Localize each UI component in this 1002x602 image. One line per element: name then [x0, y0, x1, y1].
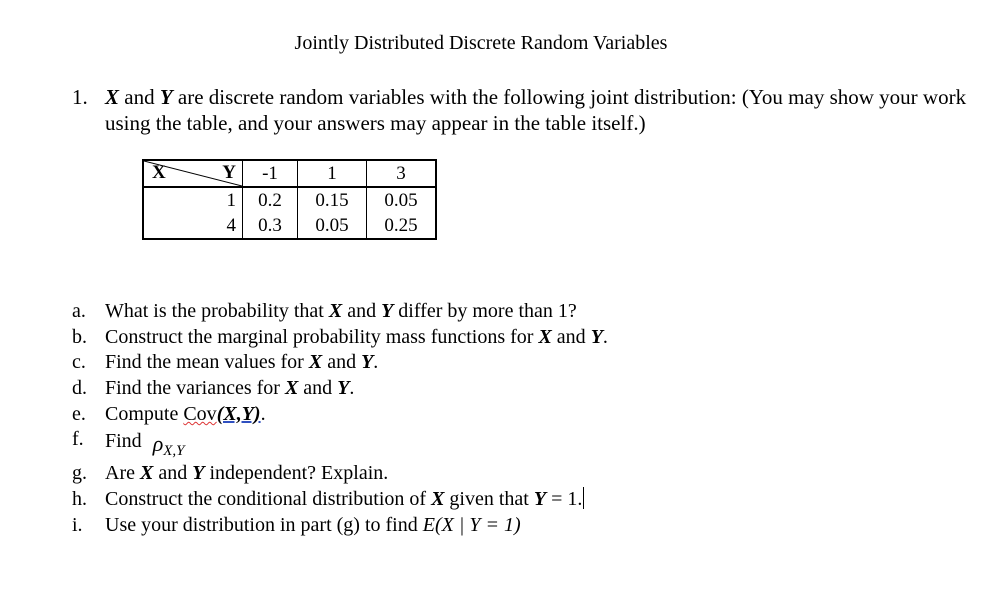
var-x: X — [139, 462, 154, 485]
var-y: Y — [381, 300, 394, 322]
table-row — [143, 213, 436, 239]
part-text: . — [260, 402, 266, 425]
part-letter: f. — [72, 428, 84, 451]
part-letter: e. — [72, 402, 86, 425]
x-value: 1 — [143, 187, 243, 213]
expectation-expression: E(X | Y = 1) — [422, 513, 521, 536]
var-y: Y — [159, 85, 173, 109]
corner-x-label: X — [152, 162, 166, 183]
var-x: X — [308, 351, 323, 374]
var-y: Y — [192, 462, 205, 485]
part-letter: c. — [72, 351, 86, 374]
part-text: and — [153, 462, 193, 485]
part-text: . — [602, 325, 608, 348]
rho-subscript: X,Y — [163, 443, 185, 460]
y-value-header: 3 — [367, 160, 437, 187]
var-y: Y — [337, 377, 350, 400]
part-text: Find the variances for — [105, 377, 285, 400]
part-letter: h. — [72, 487, 87, 510]
part-text: . — [349, 377, 355, 400]
part-text: Compute — [105, 402, 184, 425]
var-x: X — [105, 85, 120, 109]
y-value-header: 1 — [298, 160, 367, 187]
part-text: given that — [444, 487, 534, 510]
table-row — [143, 187, 436, 213]
part-letter: a. — [72, 300, 86, 322]
question-body: are discrete random variables with the following joint distribution: (You may show your work using the table, and your answers may appear in the table itself.) — [105, 85, 967, 135]
probability-cell: 0.25 — [367, 213, 437, 239]
joint-distribution-table — [142, 159, 437, 240]
var-y: Y — [533, 487, 547, 510]
part-text: Are — [105, 462, 140, 485]
rho-symbol: ρ — [152, 431, 164, 457]
part-text: Use your distribution in part (g) to find — [105, 513, 423, 536]
part-letter: b. — [72, 325, 87, 348]
text-cursor — [583, 487, 584, 509]
question-text — [105, 84, 985, 136]
and-text: and — [124, 85, 155, 109]
part-text: and — [298, 377, 338, 400]
question-number: 1. — [72, 85, 88, 109]
y-value-header: -1 — [243, 160, 298, 187]
var-y: Y — [590, 325, 603, 348]
part-text: Construct the marginal probability mass functions for — [105, 325, 539, 348]
part-text: and — [322, 351, 362, 374]
var-x: X — [284, 377, 299, 400]
part-letter: d. — [72, 377, 87, 400]
var-x: X — [328, 300, 343, 322]
part-letter: i. — [72, 513, 83, 536]
part-text: independent? Explain. — [204, 462, 389, 485]
probability-cell: 0.05 — [367, 187, 437, 213]
part-text: and — [551, 325, 591, 348]
probability-cell: 0.05 — [298, 213, 367, 239]
part-text: = 1. — [546, 487, 583, 510]
probability-cell: 0.2 — [243, 187, 298, 213]
cov-arguments: (X,Y) — [216, 402, 261, 425]
probability-cell: 0.3 — [243, 213, 298, 239]
var-x: X — [431, 487, 445, 510]
cov-function: Cov — [183, 402, 217, 425]
part-text: Find the mean values for — [105, 351, 309, 374]
page-title: Jointly Distributed Discrete Random Variables — [294, 32, 668, 54]
part-text: Construct the conditional distribution of — [105, 487, 432, 510]
part-text: differ by more than 1? — [393, 300, 577, 322]
part-text: . — [373, 351, 379, 374]
part-text: Find — [105, 430, 147, 453]
probability-cell: 0.15 — [298, 187, 367, 213]
part-text: and — [342, 300, 382, 322]
var-x: X — [538, 325, 552, 348]
corner-y-label: Y — [222, 162, 236, 183]
part-text: What is the probability that — [105, 300, 329, 322]
part-letter: g. — [72, 462, 87, 485]
corner-cell — [143, 160, 243, 187]
x-value: 4 — [143, 213, 243, 239]
table-header-row — [143, 160, 436, 187]
var-y: Y — [361, 351, 374, 374]
